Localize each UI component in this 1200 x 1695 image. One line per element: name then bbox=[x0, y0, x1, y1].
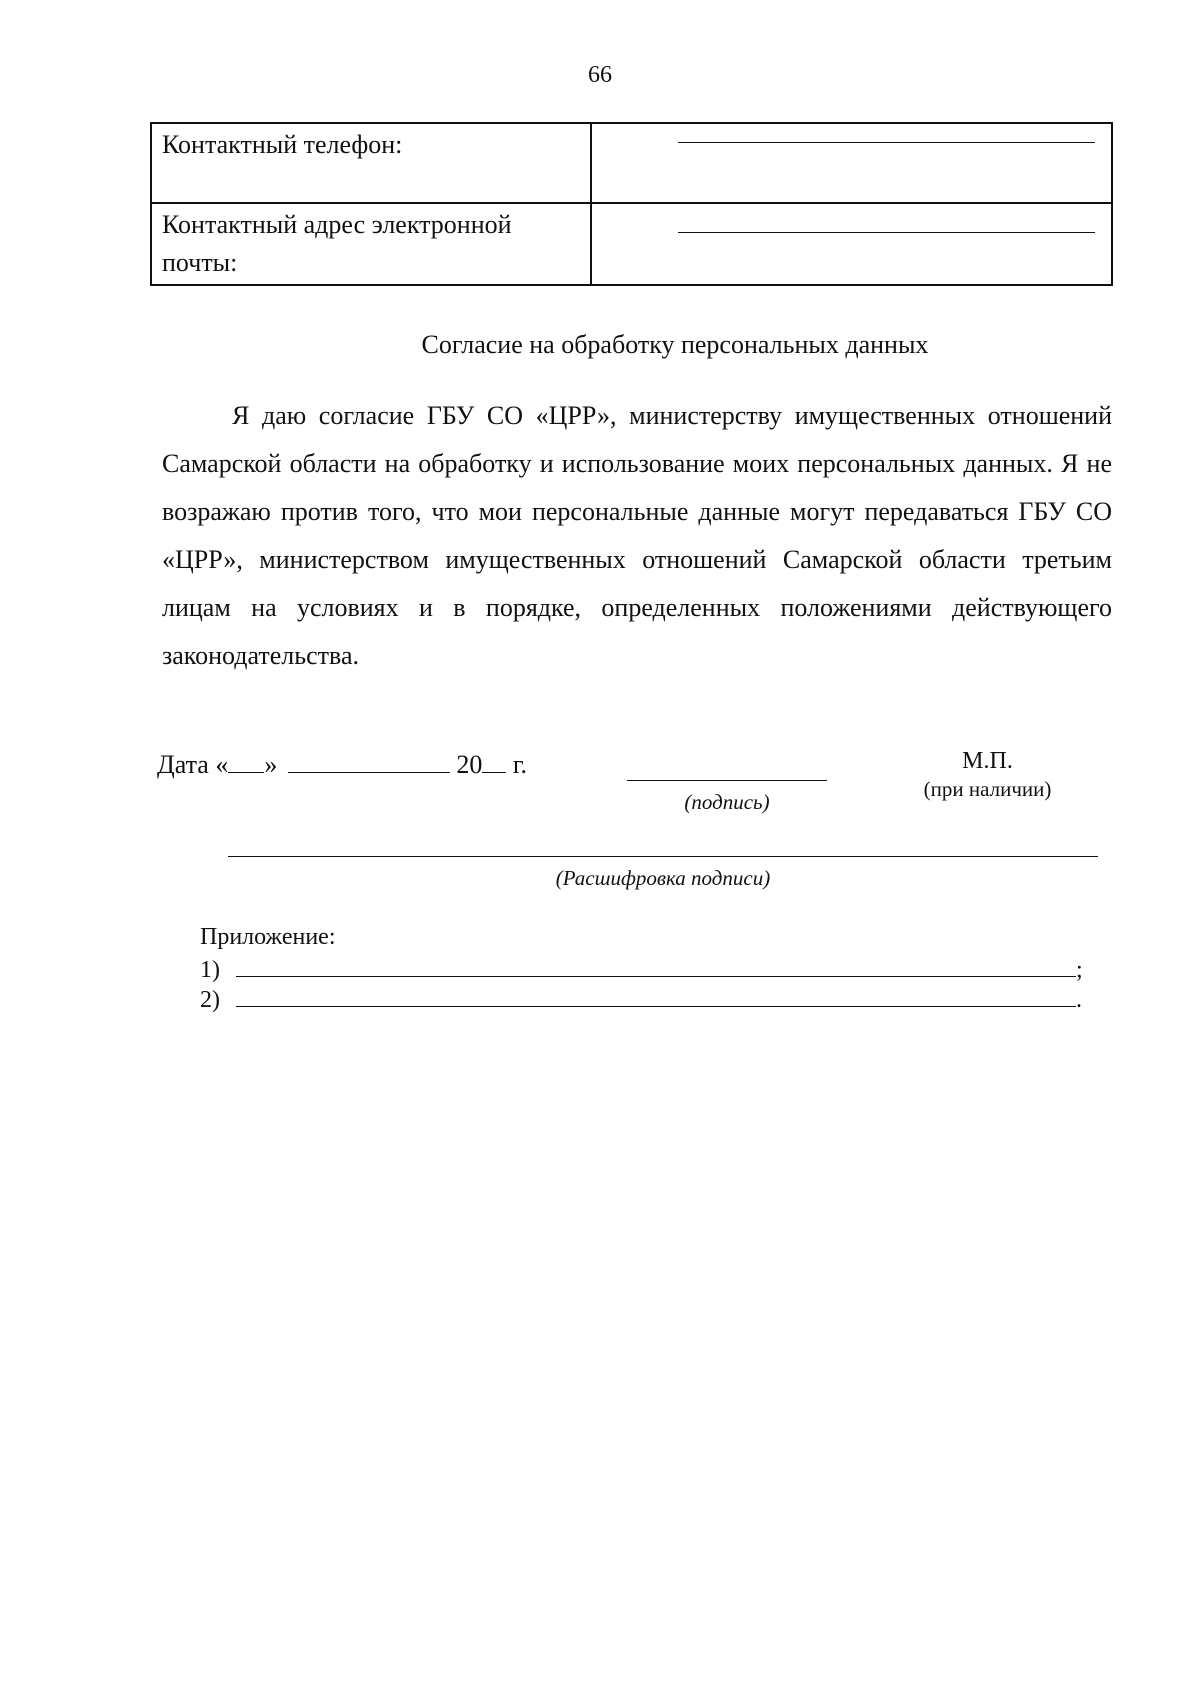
signature-decode-line[interactable] bbox=[228, 856, 1098, 857]
appendix-item-end: ; bbox=[1076, 957, 1083, 983]
email-label: Контактный адрес электронной почты: bbox=[151, 203, 591, 285]
phone-field[interactable] bbox=[591, 123, 1112, 203]
table-row-phone bbox=[151, 123, 1112, 203]
phone-label: Контактный телефон: bbox=[151, 123, 591, 203]
signature-decode-caption: (Расшифровка подписи) bbox=[555, 866, 771, 890]
table-row-email bbox=[151, 203, 1112, 285]
consent-title: Согласие на обработку персональных данных bbox=[421, 330, 929, 359]
phone-fill-line bbox=[678, 142, 1095, 143]
date-close-quote: » bbox=[264, 750, 278, 779]
consent-text: Я даю согласие ГБУ СО «ЦРР», министерству имущественных отношений Самарской области на обработку и использование моих персональных данных. Я не возражаю против того, что мои персональные данные могут передаваться ГБУ СО «ЦРР», министерством имущественных отношений Самарской области третьим лицам на условиях и в порядке, определенных положениями действующего законодательства. bbox=[162, 401, 1112, 670]
appendix-title: Приложение: bbox=[200, 924, 336, 950]
stamp-block bbox=[900, 748, 1075, 802]
month-blank[interactable] bbox=[288, 750, 450, 773]
contact-table bbox=[150, 122, 1113, 286]
date-label: Дата « bbox=[157, 750, 229, 779]
signature-line[interactable] bbox=[627, 780, 827, 781]
appendix-item-end: . bbox=[1076, 987, 1082, 1013]
page-number: 66 bbox=[588, 62, 612, 88]
signature-caption: (подпись) bbox=[684, 790, 770, 814]
email-field[interactable] bbox=[591, 203, 1112, 285]
appendix-item bbox=[200, 956, 1083, 984]
email-fill-line bbox=[678, 232, 1095, 233]
appendix-item-number: 1) bbox=[200, 957, 220, 983]
stamp-label: М.П. bbox=[962, 748, 1013, 774]
day-blank[interactable] bbox=[228, 750, 264, 773]
appendix-item-number: 2) bbox=[200, 987, 220, 1013]
year-blank[interactable] bbox=[482, 750, 506, 773]
date-row bbox=[157, 750, 527, 780]
year-suffix: г. bbox=[512, 750, 528, 779]
year-prefix: 20 bbox=[456, 750, 483, 779]
appendix-item-line[interactable] bbox=[236, 956, 1076, 977]
appendix-item bbox=[200, 986, 1082, 1014]
stamp-note: (при наличии) bbox=[923, 777, 1052, 801]
appendix-item-line[interactable] bbox=[236, 986, 1076, 1007]
